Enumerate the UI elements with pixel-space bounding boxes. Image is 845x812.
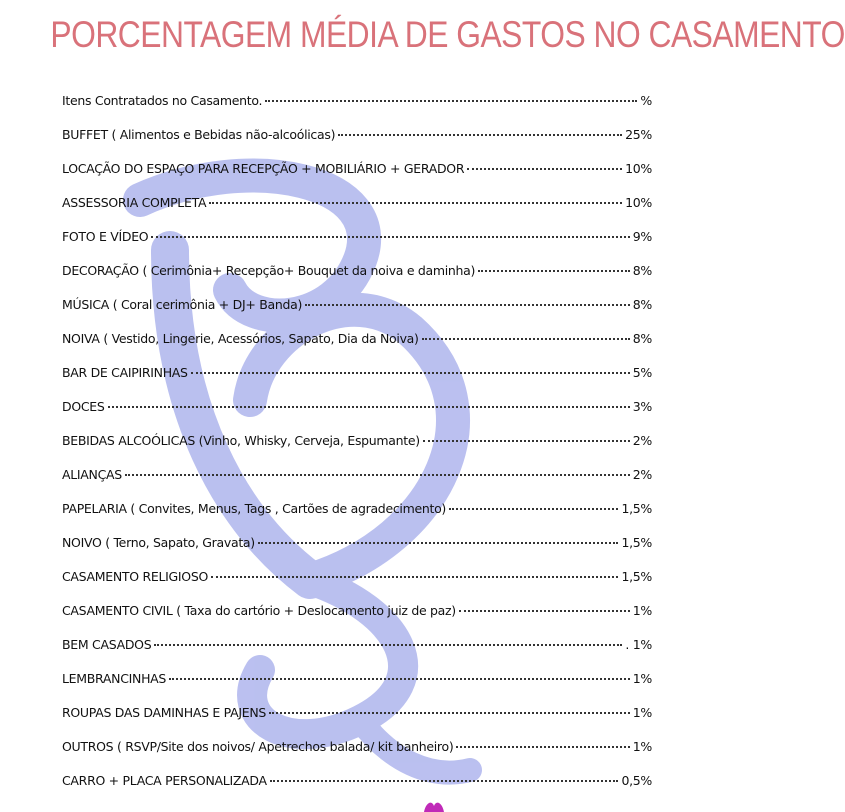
list-item [62, 730, 652, 764]
item-label: ASSESSORIA COMPLETA [62, 195, 207, 210]
dot-leader [191, 372, 630, 374]
item-percentage: 1,5% [621, 501, 652, 516]
list-item [62, 696, 652, 730]
list-item [62, 254, 652, 288]
dot-leader [125, 474, 630, 476]
item-percentage: 9% [632, 229, 652, 244]
item-percentage: 2% [632, 467, 652, 482]
dot-leader [478, 270, 630, 272]
list-item [62, 186, 652, 220]
item-percentage: 8% [632, 297, 652, 312]
dot-leader [154, 644, 622, 646]
item-label: ROUPAS DAS DAMINHAS E PAJENS [62, 705, 267, 720]
list-item [62, 526, 652, 560]
item-percentage: 8% [632, 263, 652, 278]
page-title: PORCENTAGEM MÉDIA DE GASTOS NO CASAMENTO [50, 14, 845, 55]
item-label: MÚSICA ( Coral cerimônia + DJ+ Banda) [62, 297, 303, 312]
dot-leader [270, 780, 619, 782]
item-label: LEMBRANCINHAS [62, 671, 167, 686]
item-percentage: 1,5% [621, 569, 652, 584]
dot-leader [449, 508, 618, 510]
item-label: OUTROS ( RSVP/Site dos noivos/ Apetrechos balada/ kit banheiro) [62, 739, 454, 754]
item-percentage: 1,5% [621, 535, 652, 550]
list-item [62, 424, 652, 458]
item-percentage: 1% [632, 739, 652, 754]
list-item [62, 628, 652, 662]
item-percentage: 1% [632, 671, 652, 686]
item-label: CARRO + PLACA PERSONALIZADA [62, 773, 267, 788]
dot-leader [211, 576, 618, 578]
item-percentage: 10% [625, 161, 652, 176]
item-label: LOCAÇÃO DO ESPAÇO PARA RECEPÇÃO + MOBILIÁRIO + GERADOR [62, 161, 465, 176]
dot-leader [265, 100, 637, 102]
list-item [62, 492, 652, 526]
item-label: DOCES [62, 399, 105, 414]
list-item [62, 356, 652, 390]
list-item [62, 560, 652, 594]
header-value: % [640, 93, 652, 108]
item-percentage: 1% [632, 603, 652, 618]
dot-leader [269, 712, 630, 714]
list-item [62, 764, 652, 798]
list-item [62, 594, 652, 628]
dot-leader [467, 168, 622, 170]
list-item [62, 322, 652, 356]
dot-leader [338, 134, 622, 136]
list-item [62, 220, 652, 254]
item-percentage: 2% [632, 433, 652, 448]
item-label: BEBIDAS ALCOÓLICAS (Vinho, Whisky, Cerveja, Espumante) [62, 433, 420, 448]
item-label: DECORAÇÃO ( Cerimônia+ Recepção+ Bouquet da noiva e daminha) [62, 263, 476, 278]
dot-leader [151, 236, 629, 238]
item-label: PAPELARIA ( Convites, Menus, Tags , Cartões de agradecimento) [62, 501, 446, 516]
list-item [62, 662, 652, 696]
list-header [62, 84, 652, 118]
list-item [62, 288, 652, 322]
dot-leader [169, 678, 630, 680]
item-label: BAR DE CAIPIRINHAS [62, 365, 188, 380]
expense-list [62, 84, 652, 798]
item-label: CASAMENTO RELIGIOSO [62, 569, 208, 584]
item-percentage: 8% [632, 331, 652, 346]
header-label: Itens Contratados no Casamento. [62, 93, 263, 108]
item-percentage: . 1% [625, 637, 652, 652]
dot-leader [456, 746, 629, 748]
item-label: CASAMENTO CIVIL ( Taxa do cartório + Deslocamento juiz de paz) [62, 603, 456, 618]
item-label: FOTO E VÍDEO [62, 229, 149, 244]
dot-leader [209, 202, 622, 204]
item-percentage: 5% [632, 365, 652, 380]
item-label: BEM CASADOS [62, 637, 152, 652]
dot-leader [258, 542, 619, 544]
list-item [62, 152, 652, 186]
list-item [62, 458, 652, 492]
dot-leader [423, 440, 630, 442]
dot-leader [459, 610, 630, 612]
item-label: BUFFET ( Alimentos e Bebidas não-alcoólicas) [62, 127, 336, 142]
item-percentage: 3% [632, 399, 652, 414]
item-percentage: 10% [625, 195, 652, 210]
item-label: NOIVO ( Terno, Sapato, Gravata) [62, 535, 255, 550]
item-percentage: 1% [632, 705, 652, 720]
list-item [62, 390, 652, 424]
dot-leader [305, 304, 630, 306]
dot-leader [422, 338, 630, 340]
list-item [62, 118, 652, 152]
item-label: ALIANÇAS [62, 467, 122, 482]
item-label: NOIVA ( Vestido, Lingerie, Acessórios, Sapato, Dia da Noiva) [62, 331, 419, 346]
flower-ornament-icon [420, 798, 450, 812]
item-percentage: 25% [625, 127, 652, 142]
item-percentage: 0,5% [621, 773, 652, 788]
dot-leader [108, 406, 630, 408]
